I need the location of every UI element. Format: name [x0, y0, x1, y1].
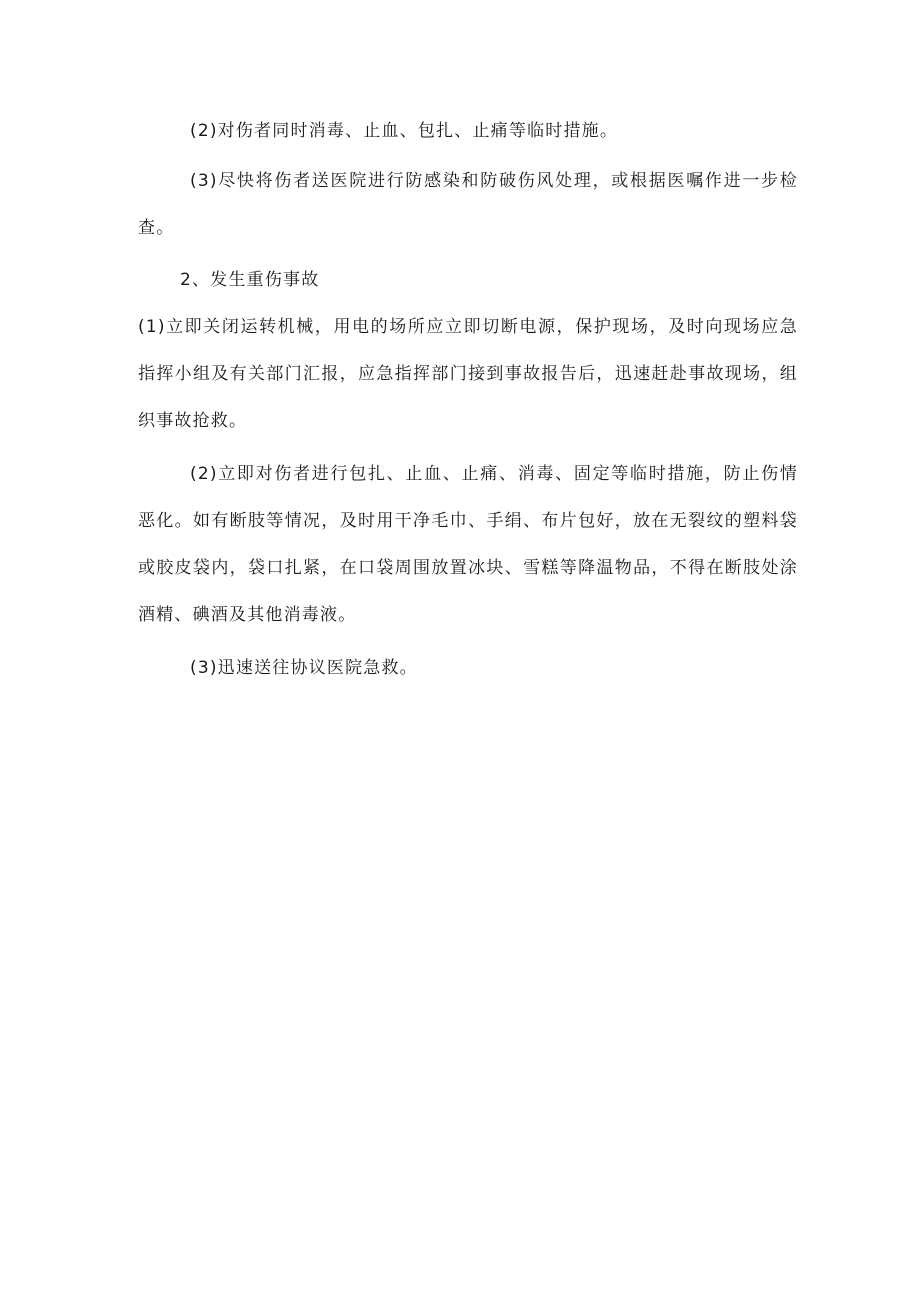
paragraph-serious-injury-step-3: (3)迅速送往协议医院急救。: [190, 658, 418, 678]
paragraph-serious-injury-step-2: (2)立即对伤者进行包扎、止血、止痛、消毒、固定等临时措施，防止伤情恶化。如有断肢等情况，及时用干净毛巾、手绢、布片包好，放在无裂纹的塑料袋或胶皮袋内，袋口扎紧，在口袋周围放置冰块、雪糕等降温物品，不得在断肢处涂酒精、碘酒及其他消毒液。: [138, 464, 798, 625]
paragraph-first-aid-step-3: (3)尽快将伤者送医院进行防感染和防破伤风处理，或根据医嘱作进一步检查。: [138, 171, 798, 238]
section-heading-serious-injury: 2、发生重伤事故: [180, 270, 320, 290]
paragraph-first-aid-step-2: (2)对伤者同时消毒、止血、包扎、止痛等临时措施。: [190, 121, 619, 141]
paragraph-serious-injury-step-1: (1)立即关闭运转机械，用电的场所应立即切断电源，保护现场，及时向现场应急指挥小组及有关部门汇报，应急指挥部门接到事故报告后，迅速赶赴事故现场，组织事故抢救。: [138, 317, 798, 431]
